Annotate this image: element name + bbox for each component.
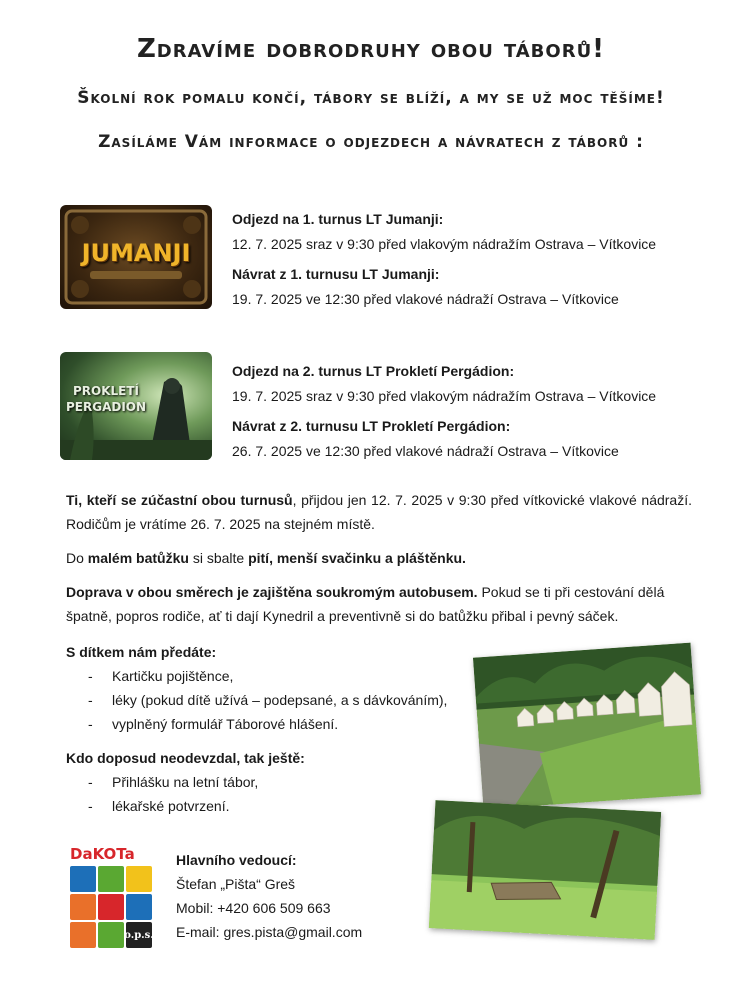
transport-text: Pokud se ti při cestování dělá špatně, popros rodiče, ať ti dají Kynedril a preventivně si do batůžku přibal i pevný sáček. (66, 584, 665, 624)
turnus2-info (232, 362, 656, 460)
turnus1-info (232, 210, 656, 308)
transport-paragraph (66, 580, 692, 628)
list-item-text: Kartičku pojištěnce, (112, 668, 234, 684)
backpack-bold-2: pití, menší svačinku a pláštěnku. (248, 550, 466, 566)
camp-fireplace-illustration (429, 800, 661, 940)
handover-list (66, 664, 447, 736)
missing-list (66, 770, 258, 818)
turnus2-departure-title: Odjezd na 2. turnus LT Prokletí Pergádion: (232, 363, 515, 379)
jumanji-logo-text: JUMANJI (81, 239, 191, 267)
contact-name: Štefan „Pišta“ Greš (176, 876, 296, 892)
page-title: Zdravíme dobrodruhy obou táborů! (136, 34, 606, 64)
turnus2-departure-text: 19. 7. 2025 sraz v 9:30 před vlakovým nádražím Ostrava – Vítkovice (232, 388, 657, 404)
list-item: - léky (pokud dítě užívá – podepsané, a s dávkováním), (88, 692, 448, 708)
turnus1-departure-title: Odjezd na 1. turnus LT Jumanji: (232, 211, 444, 227)
both-turnus-text: , přijdou jen 12. 7. 2025 v 9:30 před vítkovické vlakové nádraží. Rodičům je vrátíme 26. 7. 2025 na stejném místě. (66, 492, 693, 532)
contact-email: E-mail: gres.pista@gmail.com (176, 924, 363, 940)
list-item-text: vyplněný formulář Táborové hlášení. (112, 716, 339, 732)
missing-title: Kdo doposud neodevzdal, tak ještě: (66, 750, 305, 766)
backpack-mid: si sbalte (188, 550, 249, 566)
logo-tile (70, 894, 96, 920)
backpack-paragraph (66, 546, 692, 570)
turnus2-return-title: Návrat z 2. turnusu LT Prokletí Pergádion: (232, 418, 511, 434)
camp-fireplace-photo (429, 800, 661, 940)
list-item: - lékařské potvrzení. (88, 798, 230, 814)
contact-block (176, 848, 362, 944)
pergadion-title-line2: PERGADION (66, 400, 147, 414)
both-turnus-paragraph (66, 488, 692, 536)
camp-tents-photo (473, 643, 701, 810)
backpack-pre: Do (66, 550, 88, 566)
logo-tile (98, 894, 124, 920)
both-turnus-bold: Ti, kteří se zúčastní obou turnusů (66, 492, 293, 508)
logo-tile (126, 894, 152, 920)
list-item-text: léky (pokud dítě užívá – podepsané, a s dávkováním), (112, 692, 448, 708)
contact-phone: Mobil: +420 606 509 663 (176, 900, 331, 916)
page-subtitle: Školní rok pomalu končí, tábory se blíží, a my se už moc těšíme! (77, 88, 665, 108)
intro-heading: Zasíláme Vám informace o odjezdech a návratech z táborů : (98, 132, 644, 152)
pergadion-title-line1: PROKLETÍ (72, 384, 140, 398)
contact-title: Hlavního vedoucí: (176, 852, 297, 868)
backpack-bold-1: malém batůžku (87, 550, 189, 566)
turnus2-return-text: 26. 7. 2025 ve 12:30 před vlakové nádraží Ostrava – Vítkovice (232, 443, 619, 459)
list-item: - Kartičku pojištěnce, (88, 668, 234, 684)
transport-bold: Doprava v obou směrech je zajištěna soukromým autobusem. (66, 584, 478, 600)
pergadion-image (60, 352, 212, 460)
turnus1-return-text: 19. 7. 2025 ve 12:30 před vlakové nádraží Ostrava – Vítkovice (232, 291, 619, 307)
handover-title: S dítkem nám předáte: (66, 644, 217, 660)
camp-tents-illustration (473, 643, 701, 810)
logo-tile (98, 866, 124, 892)
turnus1-departure-text: 12. 7. 2025 sraz v 9:30 před vlakovým nádražím Ostrava – Vítkovice (232, 236, 657, 252)
list-item-text: Přihlášku na letní tábor, (112, 774, 259, 790)
logo-tile (70, 922, 96, 948)
turnus1-return-title: Návrat z 1. turnusu LT Jumanji: (232, 266, 440, 282)
dakota-logo-grid (70, 866, 154, 948)
list-item-text: lékařské potvrzení. (112, 798, 230, 814)
logo-tile (126, 866, 152, 892)
jumanji-image (60, 205, 212, 309)
logo-tile (70, 866, 96, 892)
dakota-logo (70, 846, 154, 946)
dakota-logo-text: DaKOTa (70, 845, 135, 863)
logo-tile (98, 922, 124, 948)
list-item: - vyplněný formulář Táborové hlášení. (88, 716, 339, 732)
list-item: - Přihlášku na letní tábor, (88, 774, 259, 790)
logo-ops-tile: o.p.s. (126, 922, 152, 948)
